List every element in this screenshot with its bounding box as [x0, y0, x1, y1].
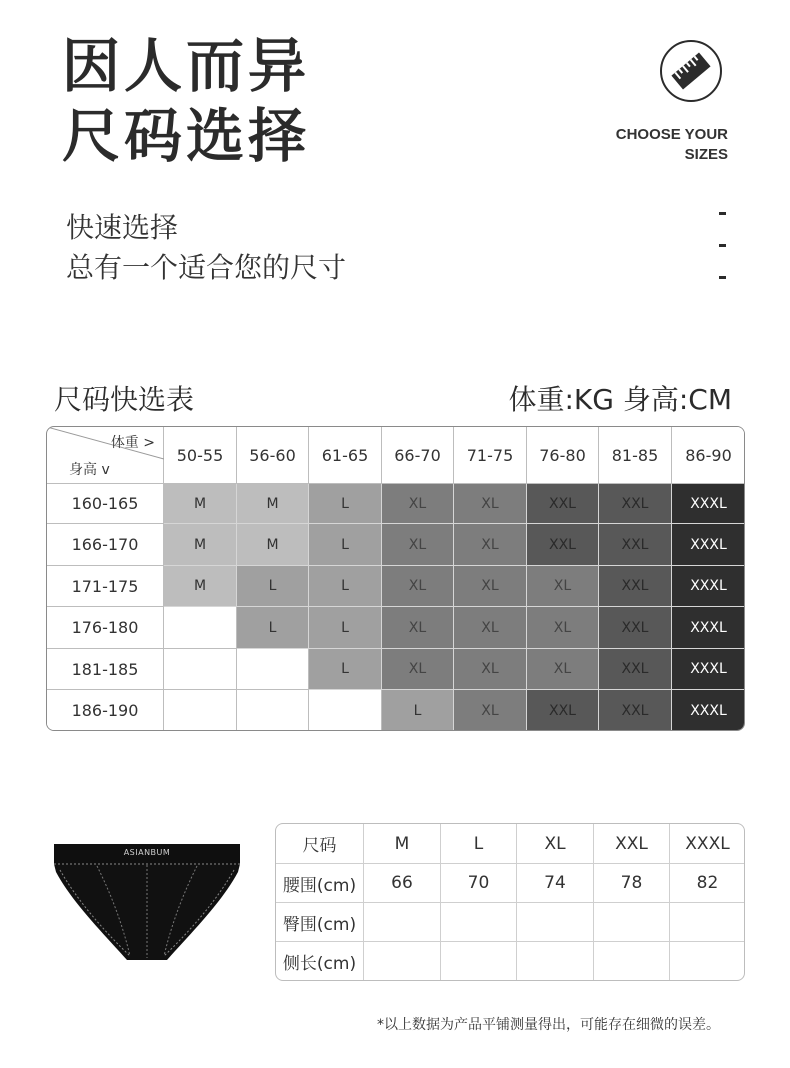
size-cell: XXL [599, 566, 672, 607]
height-label: 176-180 [47, 607, 164, 649]
size-cell: M [237, 524, 309, 566]
size-cell: M [164, 524, 237, 566]
ruler-badge [660, 40, 722, 102]
size-cell [237, 690, 309, 731]
measure-row-label: 腰围(cm) [276, 864, 364, 903]
measure-value-cell: 66 [364, 864, 441, 903]
measure-header-cell: 尺码 [276, 824, 364, 864]
measure-header-cell: XL [517, 824, 594, 864]
measure-value-cell [364, 942, 441, 981]
measure-value-cell: 78 [594, 864, 670, 903]
size-cell: XXL [599, 484, 672, 524]
table-corner [47, 427, 164, 484]
measure-value-cell [594, 942, 670, 981]
size-cell: XL [454, 690, 527, 731]
units-label: 体重:KG 身高:CM [508, 383, 732, 416]
size-cell: L [309, 566, 382, 607]
size-cell: XL [454, 607, 527, 649]
footnote: *以上数据为产品平铺测量得出，可能存在细微的误差。 [377, 1017, 720, 1033]
measure-row-label: 臀围(cm) [276, 903, 364, 942]
subtitle-line2: 总有一个适合您的尺寸 [66, 251, 347, 284]
ruler-icon [662, 42, 720, 100]
height-label: 166-170 [47, 524, 164, 566]
size-cell: XL [382, 649, 454, 690]
size-cell: XXXL [672, 607, 745, 649]
briefs-illustration [52, 842, 242, 968]
measure-value-cell [517, 942, 594, 981]
size-cell: XXXL [672, 524, 745, 566]
size-cell [237, 649, 309, 690]
measure-header-cell: L [441, 824, 517, 864]
height-label: 181-185 [47, 649, 164, 690]
measure-row-label: 侧长(cm) [276, 942, 364, 981]
size-cell: XXXL [672, 690, 745, 731]
size-cell: XXL [527, 524, 599, 566]
page-title-line1: 因人而异 [62, 32, 311, 100]
height-axis-label: 身高 v [69, 462, 110, 478]
height-label: 171-175 [47, 566, 164, 607]
measure-header-cell: M [364, 824, 441, 864]
size-cell [164, 607, 237, 649]
size-cell: XL [382, 607, 454, 649]
size-cell: XXL [599, 524, 672, 566]
size-cell: XL [382, 484, 454, 524]
weight-header: 61-65 [309, 427, 382, 484]
size-cell: L [382, 690, 454, 731]
measure-value-cell [517, 903, 594, 942]
size-cell: XL [454, 524, 527, 566]
measure-value-cell: 82 [670, 864, 745, 903]
size-cell: L [309, 524, 382, 566]
size-cell: XL [382, 524, 454, 566]
weight-header: 56-60 [237, 427, 309, 484]
height-label: 186-190 [47, 690, 164, 731]
size-cell [164, 649, 237, 690]
brand-label: ASIANBUM [123, 848, 171, 857]
decor-dash [719, 244, 726, 247]
size-cell: XL [527, 607, 599, 649]
page-title-line2: 尺码选择 [62, 102, 311, 170]
size-cell: XXXL [672, 566, 745, 607]
size-cell: L [309, 649, 382, 690]
size-cell: XXL [527, 690, 599, 731]
weight-header: 71-75 [454, 427, 527, 484]
measure-value-cell [670, 942, 745, 981]
decor-dash [719, 276, 726, 279]
size-cell: XXL [599, 649, 672, 690]
choose-sizes-line1: CHOOSE YOUR [615, 126, 728, 143]
measure-header-cell: XXL [594, 824, 670, 864]
subtitle-line1: 快速选择 [66, 211, 179, 244]
size-cell: L [309, 484, 382, 524]
weight-header: 76-80 [527, 427, 599, 484]
weight-header: 50-55 [164, 427, 237, 484]
size-cell [164, 690, 237, 731]
size-cell: XXL [599, 690, 672, 731]
size-cell: XL [527, 566, 599, 607]
size-cell: M [164, 484, 237, 524]
measure-value-cell [364, 903, 441, 942]
quick-table-title: 尺码快选表 [54, 383, 195, 416]
weight-axis-label: 体重 > [110, 435, 155, 451]
size-cell [309, 690, 382, 731]
measurement-table [275, 823, 745, 981]
size-cell: XXL [527, 484, 599, 524]
weight-header: 86-90 [672, 427, 745, 484]
size-cell: XL [454, 566, 527, 607]
size-cell: XXXL [672, 649, 745, 690]
decor-dash [719, 212, 726, 215]
measure-value-cell [441, 903, 517, 942]
measure-value-cell [670, 903, 745, 942]
height-label: 160-165 [47, 484, 164, 524]
size-cell: XL [454, 649, 527, 690]
measure-value-cell: 70 [441, 864, 517, 903]
size-quick-table [46, 426, 745, 731]
measure-value-cell [594, 903, 670, 942]
weight-header: 66-70 [382, 427, 454, 484]
size-cell: M [237, 484, 309, 524]
weight-header: 81-85 [599, 427, 672, 484]
size-cell: M [164, 566, 237, 607]
size-cell: XL [527, 649, 599, 690]
measure-value-cell [441, 942, 517, 981]
size-cell: L [309, 607, 382, 649]
size-cell: XL [454, 484, 527, 524]
measure-value-cell: 74 [517, 864, 594, 903]
size-cell: XXXL [672, 484, 745, 524]
size-cell: L [237, 607, 309, 649]
choose-sizes-line2: SIZES [684, 146, 728, 163]
size-cell: XXL [599, 607, 672, 649]
size-cell: XL [382, 566, 454, 607]
measure-header-cell: XXXL [670, 824, 745, 864]
size-cell: L [237, 566, 309, 607]
